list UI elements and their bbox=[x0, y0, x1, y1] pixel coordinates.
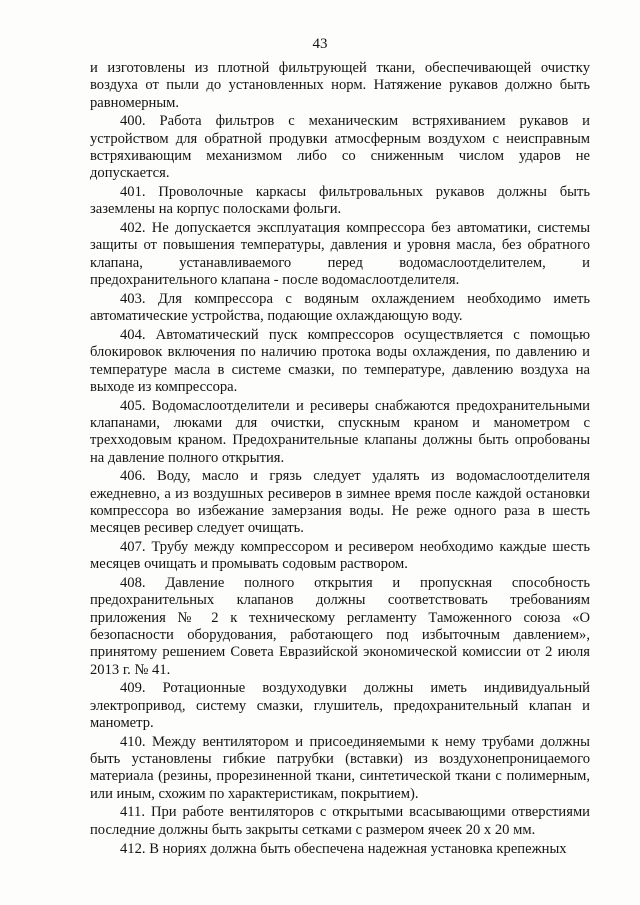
paragraph-402: 402. Не допускается эксплуатация компрессора без автоматики, системы защиты от повышения температуры, давления и уровня масла, без обратного клапана, устанавливаемого перед водомаслоотделителем, и предохранительного клапана - после водомаслоотделителя. bbox=[90, 220, 590, 289]
paragraph-407: 407. Трубу между компрессором и ресивером необходимо каждые шесть месяцев очищать и промывать содовым раствором. bbox=[90, 539, 590, 573]
paragraph-406: 406. Воду, масло и грязь следует удалять из водомаслоотделителя ежедневно, а из воздушных ресиверов в зимнее время после каждой остановки компрессора во избежание замерзания воды. Не реже одного раза в шесть месяцев ресивер следует очищать. bbox=[90, 468, 590, 537]
paragraph-403: 403. Для компрессора с водяным охлаждением необходимо иметь автоматические устройства, подающие охлаждающую воду. bbox=[90, 290, 590, 325]
document-body bbox=[90, 60, 590, 859]
paragraph-410: 410. Между вентилятором и присоединяемыми к нему трубами должны быть установлены гибкие патрубки (вставки) из воздухонепроницаемого материала (резины, прорезиненной ткани, синтетической ткани с полимерным, или иным, схожим по характеристикам, покрытием). bbox=[90, 733, 590, 802]
paragraph-409: 409. Ротационные воздуходувки должны иметь индивидуальный электропривод, систему смазки, глушитель, предохранительный клапан и манометр. bbox=[90, 680, 590, 731]
paragraph-continuation: и изготовлены из плотной фильтрующей ткани, обеспечивающей очистку воздуха от пыли до установленных норм. Натяжение рукавов должно быть равномерным. bbox=[90, 60, 590, 111]
paragraph-400: 400. Работа фильтров с механическим встряхиванием рукавов и устройством для обратной продувки атмосферным воздухом с неисправным встряхивающим механизмом либо со сниженным числом ударов не допускается. bbox=[90, 113, 590, 182]
paragraph-412: 412. В нориях должна быть обеспечена надежная установка крепежных bbox=[120, 840, 567, 857]
paragraph-404: 404. Автоматический пуск компрессоров осуществляется с помощью блокировок включения по наличию протока воды охлаждения, по давлению и температуре масла в системе смазки, по температуре, давлению воздуха на выходе из компрессора. bbox=[90, 326, 590, 395]
paragraph-405: 405. Водомаслоотделители и ресиверы снабжаются предохранительными клапанами, люками для очистки, спускным краном и манометром с трехходовым краном. Предохранительные клапаны должны быть опробованы на давление полного открытия. bbox=[90, 397, 590, 466]
paragraph-408: 408. Давление полного открытия и пропускная способность предохранительных клапанов должны соответствовать требованиям приложения № 2 к техническому регламенту Таможенного союза «О безопасности оборудования, работающего под избыточным давлением», принятому решением Совета Евразийской экономической комиссии от 2 июля 2013 г. № 41. bbox=[90, 575, 590, 678]
paragraph-411: 411. При работе вентиляторов с открытыми всасывающими отверстиями последние должны быть закрыты сетками с размером ячеек 20 x 20 мм. bbox=[90, 804, 590, 838]
paragraph-401: 401. Проволочные каркасы фильтровальных рукавов должны быть заземлены на корпус полосками фольги. bbox=[90, 184, 590, 218]
page-number: 43 bbox=[312, 36, 328, 52]
